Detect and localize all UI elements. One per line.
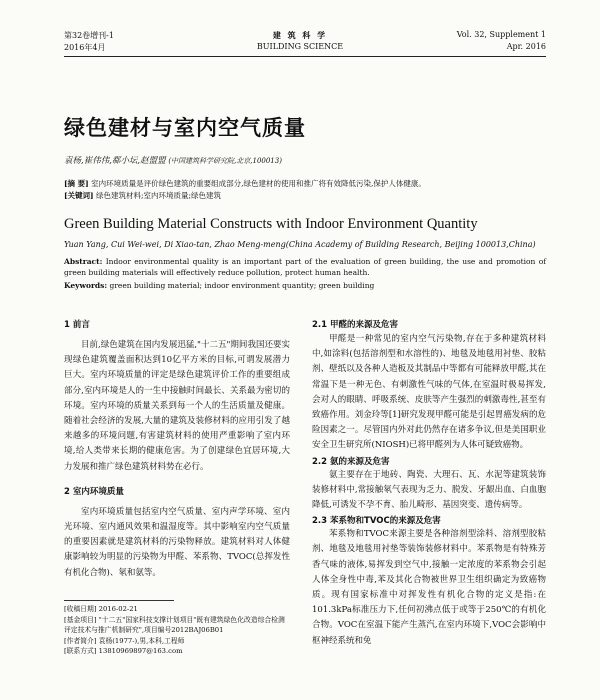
journal-name-cn: 建 筑 科 学 (272, 30, 328, 40)
footnote-contact: [联系方式] 13810969897@163.com (64, 647, 183, 655)
keywords-cn (64, 190, 546, 201)
footnote-rule (64, 600, 174, 601)
volume-label-en: Vol. 32, Supplement 1 (456, 30, 546, 39)
paper-title-en: Green Building Material Constructs with Indoor Environment Quantity (64, 216, 478, 232)
section-2-3-text: 苯系物和TVOC来源主要是各种溶剂型涂料、溶剂型胶粘剂、地毯及地毯用衬垫等装饰装修材料中。苯系物是有特殊芳香气味的液体,易挥发到空气中,接触一定浓度的苯系物会引起人体全身性中毒,苯及其化合物被世界卫生组织确定为致癌物质。现有国家标准中对挥发性有机化合物的定义是指:在101.3kPa标准压力下,任何初沸点低于或等于250℃的有机化合物。VOC在室温下能产生蒸汽,在室内环境下,VOC会影响中枢神经系统和免 (312, 529, 546, 646)
abstract-en-text: Indoor environmental quality is an important part of the evaluation of green building, the use and promotion of green building materials will effectively reduce pollution, protect human health. (64, 257, 546, 277)
journal-name-en: BUILDING SCIENCE (256, 42, 344, 51)
authors-en: Yuan Yang, Cui Wei-wei, Di Xiao-tan, Zhao Meng-meng (64, 240, 286, 249)
issue-date-cn: 2016年4月 (64, 43, 106, 52)
header-rule (64, 56, 546, 57)
authors-en-line (64, 240, 554, 249)
footnote-received: [收稿日期] 2016-02-21 (64, 605, 138, 613)
keywords-en (64, 280, 546, 291)
authors-cn: 袁杨,崔伟伟,郗小坛,赵盟盟 (64, 156, 166, 166)
footnote-author: [作者简介] 袁杨(1977-),男,本科,工程师 (64, 636, 185, 645)
section-2-1-heading: 2.1 甲醛的来源及危害 (312, 320, 399, 330)
keywords-en-text: green building material; indoor environment quantity; green building (109, 281, 375, 290)
section-2-text: 室内环境质量包括室内空气质量、室内声学环境、室内光环境、室内通风效果和温湿度等。其中影响室内空气质量的重要因素就是建筑材料的污染物释放。建筑材料对人体健康影响较为明显的污染物为甲醛、苯系物、TVOC(总挥发性有机化合物)、氡和氨等。 (64, 506, 290, 578)
section-1-text: 目前,绿色建筑在国内发展迅猛,"十二五"期间我国还要实现绿色建筑覆盖面积达到10亿平方米的目标,可谓发展潜力巨大。室内环境质量的评定是绿色建筑评价工作的重要组成部分,室内环境是人的一生中接触时间最长、关系最为密切的环境。室内环境的质量关系到每一个人的生活质量及健康。随着社会经济的发展,大量的建筑及装修材料的应用引发了越来越多的环境问题,有害建筑材料的使用严重影响了室内环境,给人类带来长期的健康危害。为了创建绿色宜居环境,大力发展和推广绿色建筑材料势在必行。 (64, 340, 290, 472)
footnotes (64, 604, 290, 657)
right-column (312, 318, 546, 698)
section-2-2-heading: 2.2 氨的来源及危害 (312, 456, 390, 467)
section-1-heading: 1 前言 (64, 320, 90, 330)
keywords-cn-text: 绿色建筑材料;室内环境质量;绿色建筑 (96, 191, 222, 200)
keywords-cn-label: [关键词] (64, 191, 94, 200)
section-2-heading: 2 室内环境质量 (64, 486, 124, 497)
abstract-en (64, 256, 546, 278)
abstract-cn-label: [摘 要] (64, 179, 89, 188)
volume-label: 第32卷增刊-1 (64, 31, 114, 40)
authors-cn-line (64, 154, 282, 166)
paper-title-cn: 绿色建材与室内空气质量 (64, 116, 306, 140)
abstract-cn-text: 室内环境质量是评价绿色建筑的重要组成部分,绿色建材的使用和推广将有效降低污染,保护人体健康。 (91, 179, 426, 188)
left-column (64, 318, 290, 581)
abstract-cn (64, 178, 546, 189)
issue-date-en: Apr. 2016 (506, 42, 546, 51)
section-2-1-text: 甲醛是一种常见的室内空气污染物,存在于多种建筑材料中,如涂料(包括溶剂型和水溶性的)、地毯及地毯用衬垫、胶粘剂、壁纸以及各种人造板及其制品中等都有可能释放甲醛,其在常温下是一种无色、有刺激性气味的气体,在室温时极易挥发,会对人的眼睛、呼吸系统、皮肤等产生强烈的刺激毒性,甚至有致癌作用。刘金玲等[1]研究发现甲醛可能是引起胃癌发病的危险因素之一。尽管国内外对此仍然存在诸多争议,但是美国职业安全卫生研究所(NIOSH)已将甲醛列为人体可疑致癌物。 (312, 334, 546, 451)
affiliation-cn: (中国建筑科学研究院,北京,100013) (168, 157, 282, 165)
affiliation-en: (China Academy of Building Research, Beijing 100013,China) (285, 240, 536, 249)
section-2-2-text: 氨主要存在于地砖、陶瓷、大理石、瓦、水泥等建筑装饰装修材料中,常接触氡气表现为乏力、脱发、牙龈出血、白血胞降低,可诱发不孕不育、胎儿畸形、基因突变、遗传病等。 (312, 469, 546, 511)
abstract-en-label: Abstract: (64, 257, 103, 266)
section-2-3-heading: 2.3 苯系物和TVOC的来源及危害 (312, 516, 441, 527)
keywords-en-label: Keywords: (64, 281, 108, 290)
footnote-funding: [基金项目] "十二五"国家科技支撑计划项目"既有建筑绿色化改造综合检测评定技术与推广机制研究",项目编号2012BAJ06B01 (64, 615, 285, 634)
